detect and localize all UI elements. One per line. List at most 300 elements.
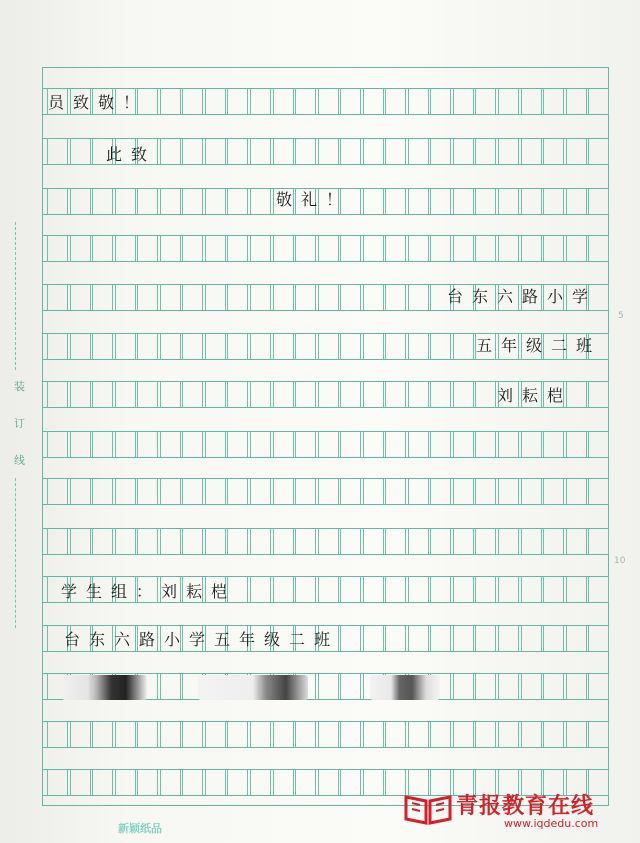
grid-cell xyxy=(70,529,91,554)
grid-cell xyxy=(588,529,609,554)
grid-cell xyxy=(47,722,68,747)
grid-cell xyxy=(318,236,339,261)
grid-cell xyxy=(70,770,91,795)
grid-cell xyxy=(160,529,181,554)
grid-cell xyxy=(70,189,91,214)
grid-cell xyxy=(453,722,474,747)
grid-cell xyxy=(273,479,294,504)
grid-cell xyxy=(295,139,316,164)
grid-cell xyxy=(182,770,203,795)
grid-cell xyxy=(318,577,339,602)
grid-cell xyxy=(385,529,406,554)
grid-cell xyxy=(227,236,248,261)
grid-cell xyxy=(182,89,203,114)
grid-cell xyxy=(521,139,542,164)
grid-cell xyxy=(250,285,271,310)
line-class: 五年级二班 xyxy=(476,336,602,355)
grid-cell xyxy=(205,770,226,795)
grid-cell xyxy=(430,432,451,457)
grid-cell xyxy=(70,722,91,747)
grid-cell xyxy=(408,139,429,164)
grid-cell xyxy=(363,236,384,261)
grid-cell xyxy=(205,139,226,164)
grid-cell xyxy=(137,529,158,554)
grid-cell xyxy=(318,285,339,310)
grid-cell xyxy=(340,722,361,747)
grid-cell xyxy=(250,577,271,602)
grid-cell xyxy=(250,479,271,504)
site-watermark xyxy=(400,787,635,837)
grid-cell xyxy=(70,382,91,407)
grid-cell xyxy=(70,285,91,310)
grid-cell xyxy=(408,382,429,407)
grid-cell xyxy=(47,479,68,504)
grid-cell xyxy=(475,674,496,699)
grid-cell xyxy=(340,626,361,651)
grid-cell xyxy=(137,382,158,407)
grid-cell xyxy=(408,722,429,747)
grid-cell xyxy=(385,382,406,407)
grid-cell xyxy=(70,236,91,261)
grid-cell xyxy=(430,479,451,504)
grid-cell xyxy=(453,432,474,457)
grid-cell xyxy=(430,722,451,747)
grid-cell xyxy=(92,236,113,261)
grid-cell xyxy=(273,722,294,747)
grid-cell xyxy=(408,479,429,504)
grid-cell xyxy=(566,674,587,699)
grid-cell xyxy=(566,479,587,504)
open-book-logo-icon xyxy=(402,789,454,829)
grid-cell xyxy=(115,722,136,747)
grid-cell xyxy=(588,432,609,457)
grid-cell xyxy=(273,334,294,359)
grid-cell xyxy=(70,139,91,164)
grid-cell xyxy=(160,139,181,164)
grid-cell xyxy=(160,432,181,457)
grid-cell xyxy=(385,722,406,747)
grid-cell xyxy=(566,139,587,164)
grid-cell xyxy=(521,626,542,651)
grid-cell xyxy=(182,432,203,457)
grid-cell xyxy=(160,479,181,504)
grid-cell xyxy=(453,189,474,214)
grid-cell xyxy=(363,770,384,795)
grid-cell xyxy=(475,529,496,554)
grid-cell xyxy=(92,285,113,310)
grid-cell xyxy=(115,770,136,795)
grid-cell xyxy=(543,139,564,164)
grid-cell xyxy=(295,722,316,747)
grid-cell xyxy=(430,89,451,114)
grid-cell xyxy=(453,674,474,699)
grid-cell xyxy=(227,334,248,359)
line-salute: 敬礼！ xyxy=(276,190,352,209)
grid-cell xyxy=(115,189,136,214)
redacted-block-3 xyxy=(370,675,440,700)
grid-cell xyxy=(521,236,542,261)
grid-cell xyxy=(92,189,113,214)
grid-cell xyxy=(453,479,474,504)
grid-cell xyxy=(47,382,68,407)
grid-cell xyxy=(47,189,68,214)
grid-cell xyxy=(385,479,406,504)
grid-cell xyxy=(363,529,384,554)
grid-cell xyxy=(295,479,316,504)
grid-cell xyxy=(250,189,271,214)
grid-cell xyxy=(498,236,519,261)
grid-cell xyxy=(385,334,406,359)
grid-cell xyxy=(47,334,68,359)
grid-cell xyxy=(453,529,474,554)
grid-cell xyxy=(340,89,361,114)
grid-cell xyxy=(385,432,406,457)
grid-cell xyxy=(250,89,271,114)
grid-cell xyxy=(453,577,474,602)
grid-cell xyxy=(453,236,474,261)
grid-cell xyxy=(588,479,609,504)
grid-row xyxy=(43,235,608,262)
page-number-5: 5 xyxy=(618,311,624,321)
grid-cell xyxy=(295,432,316,457)
grid-cell xyxy=(318,432,339,457)
line-closing: 此致 xyxy=(106,145,157,164)
grid-cell xyxy=(227,770,248,795)
grid-cell xyxy=(295,770,316,795)
grid-cell xyxy=(408,577,429,602)
grid-cell xyxy=(115,285,136,310)
grid-cell xyxy=(475,432,496,457)
grid-cell xyxy=(318,722,339,747)
grid-cell xyxy=(588,626,609,651)
grid-cell xyxy=(295,334,316,359)
grid-cell xyxy=(318,479,339,504)
grid-cell xyxy=(475,139,496,164)
grid-cell xyxy=(273,529,294,554)
grid-cell xyxy=(47,432,68,457)
paper-brand: 新颖纸品 xyxy=(118,822,162,835)
grid-cell xyxy=(543,236,564,261)
grid-cell xyxy=(498,479,519,504)
grid-cell xyxy=(430,334,451,359)
grid-cell xyxy=(363,479,384,504)
grid-cell xyxy=(205,334,226,359)
line-school-class: 台东六路小学五年级二班 xyxy=(64,630,340,649)
grid-cell xyxy=(430,189,451,214)
grid-cell xyxy=(408,626,429,651)
grid-cell xyxy=(70,479,91,504)
grid-cell xyxy=(385,626,406,651)
binding-line-top xyxy=(15,222,16,370)
grid-cell xyxy=(205,382,226,407)
grid-cell xyxy=(273,770,294,795)
grid-cell xyxy=(205,722,226,747)
grid-cell xyxy=(250,382,271,407)
grid-cell xyxy=(430,529,451,554)
grid-cell xyxy=(115,529,136,554)
grid-cell xyxy=(475,382,496,407)
grid-cell xyxy=(340,139,361,164)
grid-cell xyxy=(408,285,429,310)
grid-cell xyxy=(453,89,474,114)
grid-cell xyxy=(115,382,136,407)
grid-cell xyxy=(92,770,113,795)
grid-cell xyxy=(543,529,564,554)
grid-cell xyxy=(363,626,384,651)
grid-cell xyxy=(521,189,542,214)
grid-cell xyxy=(385,139,406,164)
grid-cell xyxy=(340,674,361,699)
grid-cell xyxy=(295,285,316,310)
grid-cell xyxy=(475,626,496,651)
grid-cell xyxy=(318,674,339,699)
grid-cell xyxy=(227,139,248,164)
grid-cell xyxy=(250,334,271,359)
grid-cell xyxy=(92,479,113,504)
grid-cell xyxy=(273,236,294,261)
grid-cell xyxy=(115,432,136,457)
grid-cell xyxy=(250,432,271,457)
grid-cell xyxy=(227,285,248,310)
grid-cell xyxy=(160,285,181,310)
grid-cell xyxy=(227,89,248,114)
grid-cell xyxy=(475,577,496,602)
grid-cell xyxy=(318,770,339,795)
grid-cell xyxy=(115,236,136,261)
grid-cell xyxy=(205,89,226,114)
grid-cell xyxy=(408,334,429,359)
grid-cell xyxy=(92,722,113,747)
grid-cell xyxy=(227,382,248,407)
binding-char-2: 订 xyxy=(14,417,25,430)
grid-cell xyxy=(182,236,203,261)
grid-cell xyxy=(588,577,609,602)
grid-cell xyxy=(137,285,158,310)
grid-cell xyxy=(92,382,113,407)
grid-cell xyxy=(543,577,564,602)
grid-cell xyxy=(453,626,474,651)
page-number-10: 10 xyxy=(614,556,626,566)
grid-cell xyxy=(227,479,248,504)
grid-cell xyxy=(498,722,519,747)
grid-cell xyxy=(543,626,564,651)
grid-cell xyxy=(475,189,496,214)
grid-cell xyxy=(137,479,158,504)
grid-cell xyxy=(47,770,68,795)
grid-cell xyxy=(498,674,519,699)
grid-cell xyxy=(273,285,294,310)
grid-cell xyxy=(588,236,609,261)
grid-cell xyxy=(363,334,384,359)
grid-cell xyxy=(182,479,203,504)
grid-cell xyxy=(430,626,451,651)
binding-char-1: 装 xyxy=(14,380,25,393)
redacted-block-2 xyxy=(198,675,308,700)
grid-cell xyxy=(521,479,542,504)
grid-cell xyxy=(363,577,384,602)
grid-cell xyxy=(566,89,587,114)
grid-cell xyxy=(70,432,91,457)
grid-cell xyxy=(205,529,226,554)
grid-cell xyxy=(430,236,451,261)
grid-cell xyxy=(160,722,181,747)
grid-cell xyxy=(363,139,384,164)
grid-cell xyxy=(182,722,203,747)
grid-cell xyxy=(498,432,519,457)
grid-cell xyxy=(160,382,181,407)
grid-cell xyxy=(453,334,474,359)
grid-cell xyxy=(363,285,384,310)
grid-cell xyxy=(182,382,203,407)
grid-cell xyxy=(521,722,542,747)
grid-cell xyxy=(47,236,68,261)
grid-cell xyxy=(408,89,429,114)
grid-cell xyxy=(588,382,609,407)
grid-cell xyxy=(363,432,384,457)
grid-cell xyxy=(385,285,406,310)
grid-cell xyxy=(566,577,587,602)
grid-cell xyxy=(182,285,203,310)
grid-cell xyxy=(498,139,519,164)
grid-cell xyxy=(363,382,384,407)
grid-cell xyxy=(588,89,609,114)
grid-cell xyxy=(498,189,519,214)
grid-cell xyxy=(295,577,316,602)
grid-cell xyxy=(385,89,406,114)
grid-row xyxy=(43,478,608,505)
grid-cell xyxy=(408,236,429,261)
grid-cell xyxy=(363,89,384,114)
grid-cell xyxy=(182,529,203,554)
line-school: 台东六路小学 xyxy=(447,287,598,306)
grid-cell xyxy=(543,189,564,214)
grid-cell xyxy=(227,432,248,457)
grid-cell xyxy=(92,432,113,457)
grid-cell xyxy=(137,770,158,795)
grid-cell xyxy=(566,432,587,457)
grid-cell xyxy=(340,236,361,261)
grid-cell xyxy=(227,529,248,554)
grid-cell xyxy=(498,577,519,602)
line-greeting-end: 员致敬！ xyxy=(48,93,149,112)
site-url: www.iqdedu.com xyxy=(504,817,599,830)
grid-cell xyxy=(475,479,496,504)
grid-cell xyxy=(318,382,339,407)
grid-cell xyxy=(137,722,158,747)
grid-cell xyxy=(160,674,181,699)
grid-cell xyxy=(295,529,316,554)
grid-cell xyxy=(408,529,429,554)
grid-cell xyxy=(295,89,316,114)
grid-cell xyxy=(318,139,339,164)
site-name: 青报教育在线 xyxy=(456,793,595,819)
grid-cell xyxy=(498,529,519,554)
grid-cell xyxy=(521,432,542,457)
grid-cell xyxy=(182,139,203,164)
grid-cell xyxy=(521,529,542,554)
grid-cell xyxy=(47,139,68,164)
grid-cell xyxy=(205,432,226,457)
grid-cell xyxy=(92,529,113,554)
grid-cell xyxy=(160,89,181,114)
grid-cell xyxy=(566,722,587,747)
grid-cell xyxy=(205,189,226,214)
grid-cell xyxy=(543,674,564,699)
grid-row xyxy=(43,528,608,555)
grid-cell xyxy=(475,722,496,747)
grid-cell xyxy=(250,236,271,261)
grid-cell xyxy=(318,89,339,114)
grid-cell xyxy=(340,770,361,795)
redacted-block-1 xyxy=(62,675,147,700)
grid-cell xyxy=(205,236,226,261)
grid-cell xyxy=(521,577,542,602)
grid-cell xyxy=(363,722,384,747)
grid-cell xyxy=(566,626,587,651)
grid-cell xyxy=(430,139,451,164)
grid-row xyxy=(43,721,608,748)
grid-cell xyxy=(340,382,361,407)
grid-cell xyxy=(250,139,271,164)
grid-cell xyxy=(273,432,294,457)
grid-cell xyxy=(115,479,136,504)
grid-cell xyxy=(70,334,91,359)
grid-cell xyxy=(295,236,316,261)
grid-cell xyxy=(340,529,361,554)
grid-cell xyxy=(160,189,181,214)
grid-cell xyxy=(160,770,181,795)
grid-cell xyxy=(475,89,496,114)
grid-cell xyxy=(137,236,158,261)
grid-cell xyxy=(250,722,271,747)
grid-cell xyxy=(498,626,519,651)
grid-cell xyxy=(182,334,203,359)
binding-line-bottom xyxy=(15,478,16,628)
grid-cell xyxy=(273,89,294,114)
grid-row xyxy=(43,431,608,458)
binding-char-3: 线 xyxy=(14,454,25,467)
grid-cell xyxy=(430,577,451,602)
grid-cell xyxy=(205,285,226,310)
grid-cell xyxy=(227,722,248,747)
grid-cell xyxy=(543,479,564,504)
grid-cell xyxy=(137,189,158,214)
grid-cell xyxy=(385,577,406,602)
grid-cell xyxy=(182,189,203,214)
grid-cell xyxy=(566,189,587,214)
grid-cell xyxy=(588,189,609,214)
grid-cell xyxy=(385,236,406,261)
grid-cell xyxy=(453,139,474,164)
grid-cell xyxy=(408,189,429,214)
grid-cell xyxy=(340,285,361,310)
grid-cell xyxy=(543,722,564,747)
grid-cell xyxy=(385,189,406,214)
grid-cell xyxy=(588,722,609,747)
grid-cell xyxy=(47,285,68,310)
grid-cell xyxy=(340,432,361,457)
grid-cell xyxy=(340,334,361,359)
grid-cell xyxy=(47,529,68,554)
grid-cell xyxy=(498,89,519,114)
line-group: 学生组：刘耘桤 xyxy=(61,582,237,601)
grid-cell xyxy=(273,139,294,164)
grid-cell xyxy=(566,529,587,554)
line-author: 刘耘桤 xyxy=(497,386,573,405)
grid-cell xyxy=(295,382,316,407)
grid-cell xyxy=(160,236,181,261)
grid-cell xyxy=(566,236,587,261)
